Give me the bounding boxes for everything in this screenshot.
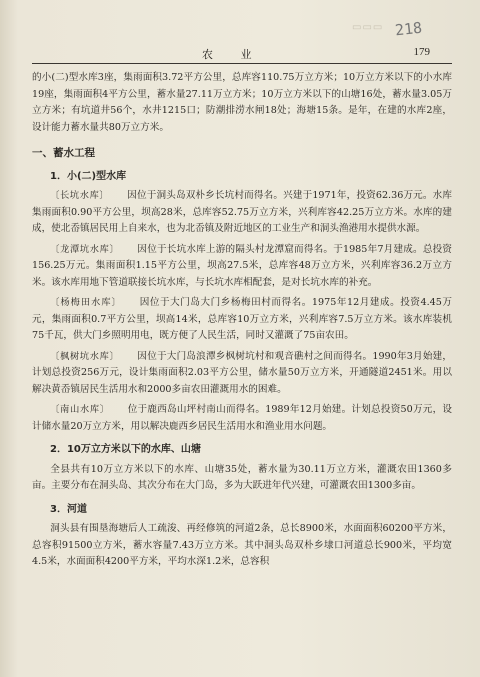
subsection-heading-1: 1．小(二)型水库	[50, 170, 127, 182]
entry-tag: 〔长坑水库〕	[50, 190, 110, 201]
header-rule	[32, 63, 452, 64]
entry-text: 位于鹿西岛山坪村南山而得名。1989年12月始建。计划总投资50万元，设计储水量20万立方米，用以解决鹿西乡居民生活用水和渔业用水问题。	[32, 404, 452, 432]
subsection-heading-3: 3．河道	[50, 503, 87, 515]
page-body	[32, 70, 452, 571]
entry-tag: 〔枫树坑水库〕	[50, 350, 120, 362]
reservoir-entry	[32, 349, 452, 399]
entry-tag: 〔杨梅田水库〕	[50, 297, 122, 308]
section-heading: 一、蓄水工程	[32, 147, 95, 159]
page-number: 179	[413, 46, 430, 58]
entry-text: 因位于洞头岛双朴乡长坑村而得名。兴建于1971年，投资62.36万元。水库集雨面积0.90平方公里，坝高28米，总库容52.75万立方米，兴利库容42.25万立方米。水库的建成，使北岙镇居民用上自来水，也为北岙镇及附近地区的工业生产和洞头渔港用水提供水源。	[32, 190, 453, 234]
river-paragraph: 洞头县有围垦海塘后人工疏浚、再经修筑的河道2条，总长8900米，水面面积60200平方米，总容积91500立方米，蓄水容量7.43万立方米。其中洞头岛双朴乡埭口河道总长900米，平均宽4.5米，水面面积4200平方米，平均水深1.2米，总容积	[32, 523, 452, 567]
entry-text: 因位于长坑水库上游的隔头村龙潭窟而得名。于1985年7月建成。总投资156.25万元。集雨面积1.15平方公里，坝高27.5米，总库容48万立方米，兴利库容36.2万立方米。该水库用地下管道联接长坑水库，与长坑水库相配套，是对长坑水库的补充。	[32, 243, 452, 288]
subsection-heading-2: 2．10万立方米以下的水库、山塘	[50, 444, 201, 455]
entry-tag: 〔龙潭坑水库〕	[50, 243, 120, 255]
reservoir-entry	[32, 242, 452, 292]
header-title: 农 业	[202, 48, 264, 61]
entry-text: 因位于大门岛大门乡杨梅田村而得名。1975年12月建成。投资4.45万元，集雨面积0.7平方公里，坝高14米，总库容10万立方米，兴利库容7.5万立方米。该水库装机75千瓦，供大门乡照明用电，既方便了人民生活，同时又灌溉了75亩农田。	[32, 297, 453, 341]
entry-tag: 〔南山水库〕	[50, 404, 110, 415]
small-reservoir-paragraph: 全县共有10万立方米以下的水库、山塘35处，蓄水量为30.11万立方米，灌溉农田1360多亩。主要分布在洞头岛、其次分布在大门岛，多为大跃进年代兴建，可灌溉农田1300多亩。	[32, 463, 452, 491]
handwritten-page-number: 218	[394, 18, 423, 40]
reservoir-entry	[32, 188, 452, 238]
reservoir-entry	[32, 295, 452, 345]
running-header	[32, 46, 448, 64]
entry-text: 因位于大门岛浪潭乡枫树坑村和观音礁村之间而得名。1990年3月始建，计划总投资256万元，设计集雨面积2.03平方公里，储水量50万立方米，开通隧道2451米。用以解决黄岙镇居民生活用水和2000多亩农田灌溉用水的困难。	[32, 350, 452, 395]
faint-stamp: ▭▭▭	[352, 22, 384, 33]
reservoir-entry	[32, 402, 452, 435]
intro-paragraph: 的小(二)型水库3座，集雨面积3.72平方公里，总库容110.75万立方米；10万立方米以下的小水库19座，集雨面积4平方公里，蓄水量27.11万立方米；10万立方米以下的山塘16处，蓄水量3.05万立方米；有坑道井56个，水井1215口；防潮排涝水闸18处；海塘15条。是年，在建的水库2座，设计能力蓄水量共80万立方米。	[32, 72, 452, 133]
